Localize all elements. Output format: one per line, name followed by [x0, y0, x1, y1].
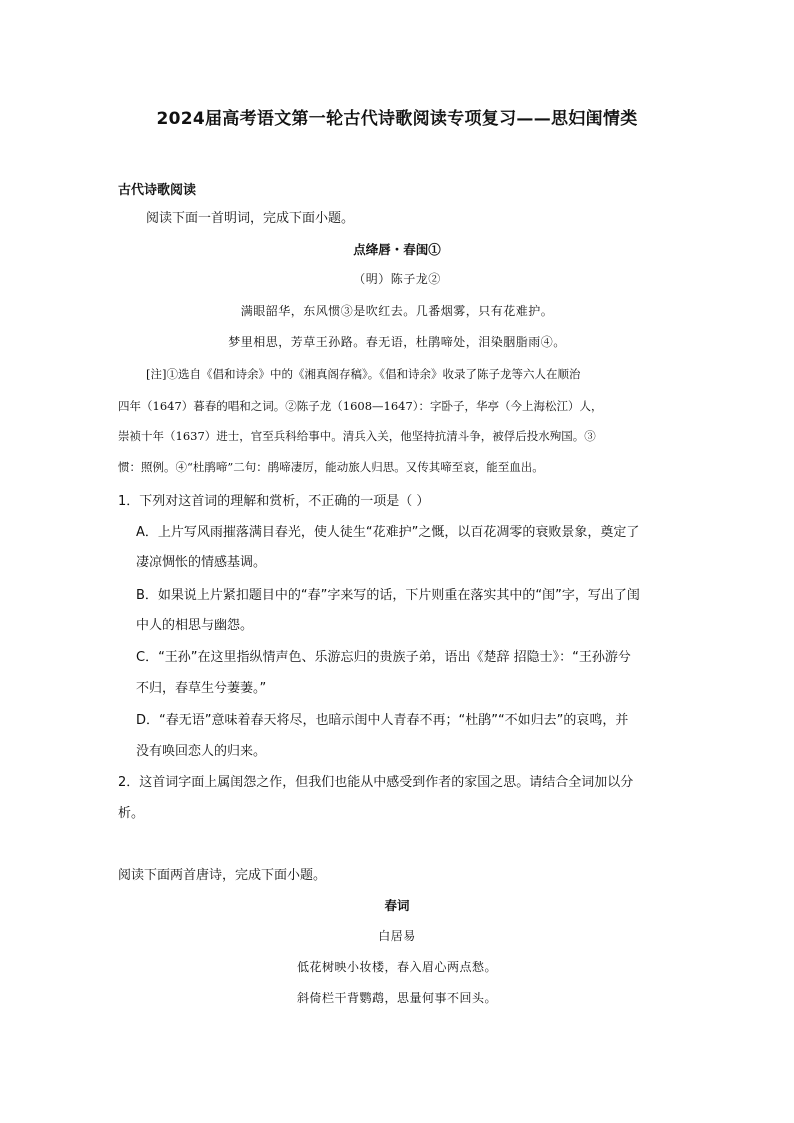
reading-instruction: 阅读下面一首明词，完成下面小题。 — [146, 211, 355, 226]
poem-2-line: 斜倚栏干背鹦鹉，思量何事不回头。 — [296, 991, 497, 1005]
question-1-stem: 1．下列对这首词的理解和赏析，不正确的一项是（ ） — [118, 494, 430, 509]
option-d-continued: 没有唤回恋人的归来。 — [136, 744, 267, 759]
poem-title: 点绛唇・春闺① — [353, 242, 441, 257]
question-2-stem: 2．这首词字面上属闺怨之作，但我们也能从中感受到作者的家国之思。请结合全词加以分 — [118, 775, 634, 790]
poem-2-author: 白居易 — [378, 929, 416, 943]
annotation-line: 惯：照例。④“杜鹃啼”二句：鹃啼凄厉，能动旅人归思。又传其啼至哀，能至血出。 — [118, 460, 544, 474]
poem-line: 梦里相思，芳草王孙路。春无语，杜鹃啼处，泪染胭脂雨④。 — [228, 335, 566, 349]
page-title: 2024届高考语文第一轮古代诗歌阅读专项复习——思妇闺情类 — [156, 109, 638, 129]
option-b-continued: 中人的相思与幽怨。 — [136, 618, 254, 633]
poem-line: 满眼韶华，东风惯③是吹红去。几番烟雾，只有花难护。 — [240, 304, 554, 318]
option-d: D．“春无语”意味着春天将尽，也暗示闺中人青春不再；“杜鹃”“不如归去”的哀鸣，并 — [136, 713, 629, 728]
annotation-line: [注]①选自《倡和诗余》中的《湘真阁存稿》。《倡和诗余》收录了陈子龙等六人在顺治 — [146, 367, 581, 381]
option-c-continued: 不归，春草生兮萋萋。” — [136, 681, 267, 696]
reading-instruction-2: 阅读下面两首唐诗，完成下面小题。 — [118, 868, 327, 883]
annotation-line: 崇祯十年（1637）进士，官至兵科给事中。清兵入关，他坚持抗清斗争，被俘后投水殉国。③ — [118, 429, 596, 443]
option-a: A．上片写风雨摧落满目春光，使人徒生“花难护”之慨，以百花凋零的衰败景象，奠定了 — [136, 525, 640, 540]
option-b: B．如果说上片紧扣题目中的“春”字来写的话，下片则重在落实其中的“闺”字，写出了闺 — [136, 588, 640, 603]
poem-2-line: 低花树映小妆楼，春入眉心两点愁。 — [296, 960, 497, 974]
option-c: C．“王孙”在这里指纵情声色、乐游忘归的贵族子弟，语出《楚辞 招隐士》：“王孙游兮 — [136, 650, 631, 665]
poem-2-title: 春词 — [384, 898, 410, 913]
annotation-line: 四年（1647）暮春的唱和之词。②陈子龙（1608—1647）：字卧子，华亭（今上海松江）人， — [118, 399, 603, 413]
option-a-continued: 凄凉惆怅的情感基调。 — [136, 555, 267, 570]
question-2-stem-continued: 析。 — [118, 806, 145, 821]
poem-author: （明）陈子龙② — [353, 272, 441, 286]
section-heading: 古代诗歌阅读 — [118, 183, 197, 198]
